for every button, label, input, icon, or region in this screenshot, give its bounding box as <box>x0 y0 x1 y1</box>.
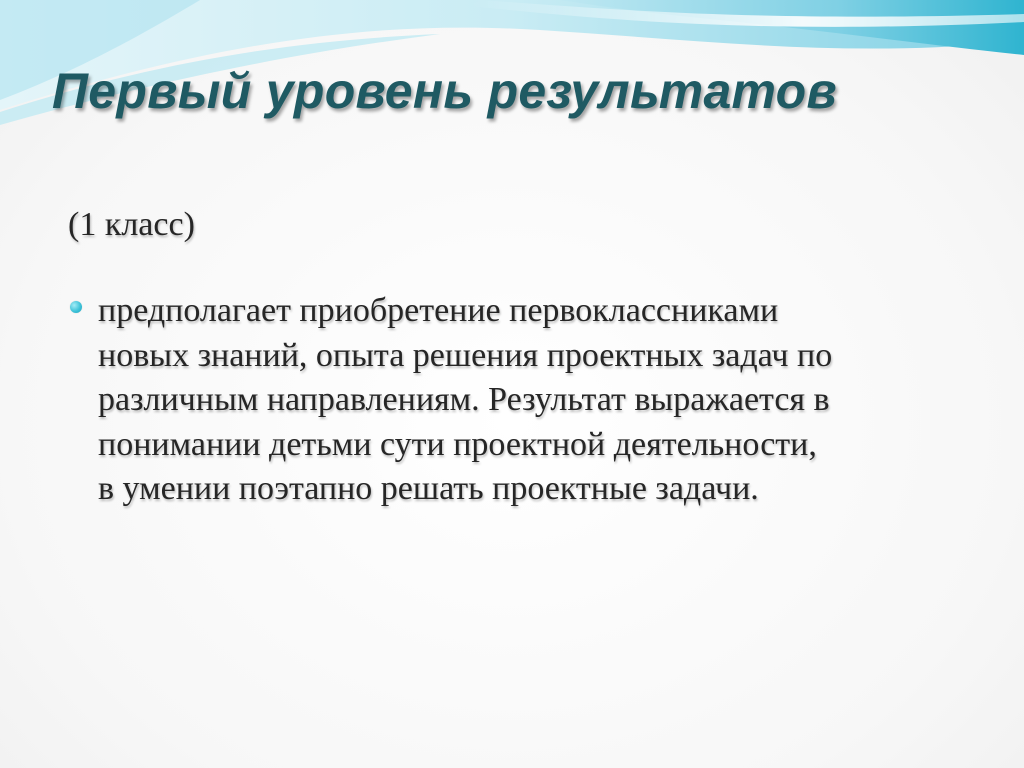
bullet-dot-icon <box>70 301 82 313</box>
bullet-text <box>98 289 988 512</box>
slide-body <box>68 203 988 512</box>
class-label: (1 класс) <box>68 206 195 243</box>
bullet-line: предполагает приобретение первоклассниками <box>98 292 779 329</box>
slide-title: Первый уровень результатов <box>52 63 837 119</box>
bullet-line: понимании детьми сути проектной деятельности, <box>98 425 817 463</box>
bullet-line: различным направлениям. Результат выражается в <box>98 381 830 418</box>
bullet-item <box>68 289 988 512</box>
bullet-line: в умении поэтапно решать проектные задачи. <box>98 470 759 507</box>
bullet-line: новых знаний, опыта решения проектных задач по <box>98 336 833 374</box>
